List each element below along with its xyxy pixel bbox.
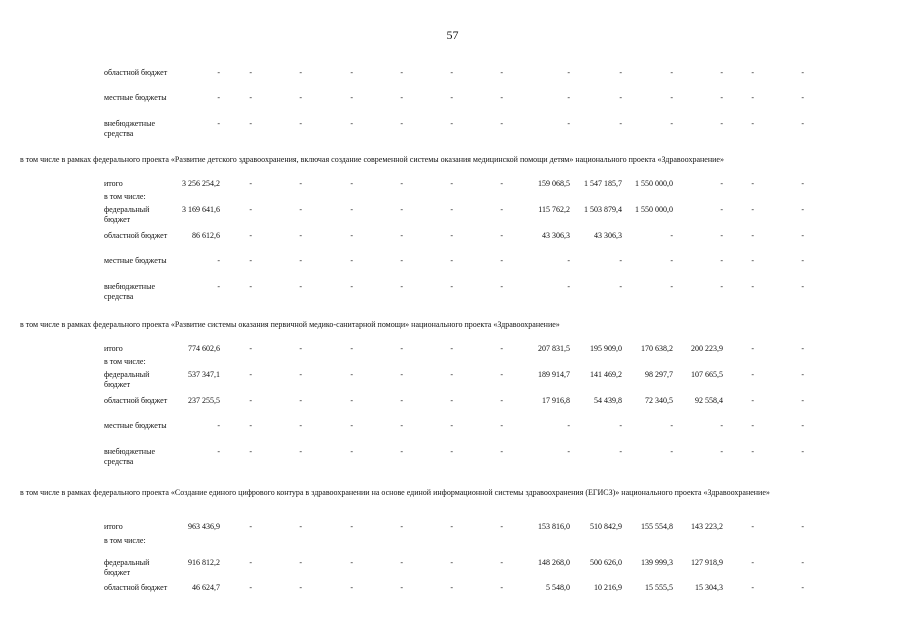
value-cell: - xyxy=(567,68,570,77)
value-cell: - xyxy=(299,558,302,567)
value-cell: - xyxy=(751,205,754,214)
value-cell: 115 762,2 xyxy=(538,205,570,214)
value-cell: - xyxy=(500,179,503,188)
value-cell: 155 554,8 xyxy=(641,522,673,531)
row-label: местные бюджеты xyxy=(104,93,167,102)
value-cell: - xyxy=(249,583,252,592)
row-label: итого xyxy=(104,179,123,188)
value-cell: - xyxy=(400,282,403,291)
value-cell: - xyxy=(450,119,453,128)
total-cell: - xyxy=(217,68,220,77)
row-label: в том числе: xyxy=(104,536,146,545)
row-label: местные бюджеты xyxy=(104,421,167,430)
value-cell: 207 831,5 xyxy=(538,344,570,353)
table-row xyxy=(0,231,905,253)
value-cell: - xyxy=(249,522,252,531)
value-cell: 200 223,9 xyxy=(691,344,723,353)
row-label: областной бюджет xyxy=(104,231,168,240)
value-cell: - xyxy=(567,282,570,291)
value-cell: - xyxy=(400,93,403,102)
value-cell: - xyxy=(249,396,252,405)
section-title: в том числе в рамках федерального проекта «Развитие системы оказания первичной медико-санитарной помощи» национального проекта «Здравоохранение» xyxy=(20,320,560,329)
value-cell: - xyxy=(801,447,804,456)
value-cell: - xyxy=(801,179,804,188)
value-cell: - xyxy=(350,282,353,291)
value-cell: - xyxy=(801,421,804,430)
value-cell: - xyxy=(299,421,302,430)
value-cell: - xyxy=(500,447,503,456)
value-cell: 1 550 000,0 xyxy=(635,205,673,214)
value-cell: - xyxy=(670,93,673,102)
value-cell: 189 914,7 xyxy=(538,370,570,379)
value-cell: - xyxy=(400,558,403,567)
value-cell: - xyxy=(450,256,453,265)
value-cell: 139 999,3 xyxy=(641,558,673,567)
value-cell: - xyxy=(400,522,403,531)
value-cell: 5 548,0 xyxy=(546,583,570,592)
value-cell: - xyxy=(619,447,622,456)
row-label: внебюджетные средства xyxy=(104,282,155,301)
value-cell: - xyxy=(567,421,570,430)
value-cell: - xyxy=(500,205,503,214)
value-cell: - xyxy=(400,256,403,265)
row-label: итого xyxy=(104,522,123,531)
value-cell: 17 916,8 xyxy=(542,396,570,405)
value-cell: - xyxy=(670,119,673,128)
value-cell: - xyxy=(350,396,353,405)
value-cell: - xyxy=(350,558,353,567)
value-cell: - xyxy=(670,68,673,77)
value-cell: - xyxy=(299,583,302,592)
value-cell: - xyxy=(249,370,252,379)
value-cell: - xyxy=(567,447,570,456)
value-cell: - xyxy=(400,205,403,214)
value-cell: - xyxy=(670,282,673,291)
value-cell: 159 068,5 xyxy=(538,179,570,188)
value-cell: - xyxy=(751,179,754,188)
table-row xyxy=(0,583,905,605)
table-row xyxy=(0,205,905,227)
value-cell: 15 555,5 xyxy=(645,583,673,592)
value-cell: - xyxy=(249,256,252,265)
value-cell: - xyxy=(400,179,403,188)
section-title: в том числе в рамках федерального проекта «Создание единого цифрового контура в здравоохранении на основе единой информационной системы здравоохранения (ЕГИСЗ)» национального проекта «Здравоохранение» xyxy=(20,488,770,497)
value-cell: - xyxy=(720,68,723,77)
value-cell: - xyxy=(619,68,622,77)
value-cell: - xyxy=(751,119,754,128)
total-cell: - xyxy=(217,447,220,456)
value-cell: - xyxy=(400,231,403,240)
value-cell: - xyxy=(450,558,453,567)
value-cell: - xyxy=(299,344,302,353)
value-cell: - xyxy=(249,344,252,353)
value-cell: - xyxy=(801,522,804,531)
value-cell: - xyxy=(670,231,673,240)
value-cell: - xyxy=(450,583,453,592)
value-cell: 43 306,3 xyxy=(542,231,570,240)
value-cell: - xyxy=(249,68,252,77)
total-cell: - xyxy=(217,93,220,102)
value-cell: - xyxy=(350,583,353,592)
value-cell: - xyxy=(751,522,754,531)
total-cell: - xyxy=(217,282,220,291)
value-cell: - xyxy=(500,231,503,240)
value-cell: - xyxy=(500,119,503,128)
row-label: федеральный бюджет xyxy=(104,370,150,389)
value-cell: - xyxy=(619,282,622,291)
value-cell: - xyxy=(400,396,403,405)
value-cell: 143 223,2 xyxy=(691,522,723,531)
value-cell: - xyxy=(619,119,622,128)
value-cell: - xyxy=(720,231,723,240)
value-cell: - xyxy=(450,522,453,531)
value-cell: 195 909,0 xyxy=(590,344,622,353)
value-cell: - xyxy=(670,421,673,430)
total-cell: 537 347,1 xyxy=(188,370,220,379)
value-cell: - xyxy=(450,68,453,77)
value-cell: - xyxy=(450,447,453,456)
total-cell: 3 256 254,2 xyxy=(182,179,220,188)
value-cell: - xyxy=(720,421,723,430)
row-label: внебюджетные средства xyxy=(104,119,155,138)
value-cell: - xyxy=(350,231,353,240)
value-cell: - xyxy=(801,68,804,77)
total-cell: 86 612,6 xyxy=(192,231,220,240)
value-cell: - xyxy=(751,447,754,456)
value-cell: 510 842,9 xyxy=(590,522,622,531)
table-row xyxy=(0,119,905,141)
value-cell: - xyxy=(400,68,403,77)
total-cell: 237 255,5 xyxy=(188,396,220,405)
table-row xyxy=(0,536,905,558)
value-cell: - xyxy=(350,68,353,77)
value-cell: - xyxy=(751,344,754,353)
value-cell: - xyxy=(751,421,754,430)
value-cell: - xyxy=(249,205,252,214)
value-cell: - xyxy=(500,583,503,592)
table-row xyxy=(0,282,905,304)
value-cell: 10 216,9 xyxy=(594,583,622,592)
row-label: областной бюджет xyxy=(104,583,168,592)
value-cell: - xyxy=(500,93,503,102)
value-cell: - xyxy=(720,179,723,188)
value-cell: - xyxy=(567,256,570,265)
value-cell: 500 626,0 xyxy=(590,558,622,567)
value-cell: - xyxy=(299,447,302,456)
value-cell: - xyxy=(500,68,503,77)
value-cell: - xyxy=(400,370,403,379)
value-cell: 98 297,7 xyxy=(645,370,673,379)
value-cell: - xyxy=(751,231,754,240)
value-cell: - xyxy=(751,68,754,77)
value-cell: - xyxy=(720,282,723,291)
row-label: областной бюджет xyxy=(104,396,168,405)
value-cell: - xyxy=(400,421,403,430)
value-cell: - xyxy=(751,282,754,291)
value-cell: - xyxy=(350,447,353,456)
value-cell: - xyxy=(500,396,503,405)
value-cell: - xyxy=(350,119,353,128)
value-cell: - xyxy=(500,370,503,379)
value-cell: - xyxy=(801,396,804,405)
total-cell: 3 169 641,6 xyxy=(182,205,220,214)
value-cell: - xyxy=(249,421,252,430)
table-row xyxy=(0,447,905,469)
value-cell: - xyxy=(751,558,754,567)
value-cell: 153 816,0 xyxy=(538,522,570,531)
value-cell: - xyxy=(249,179,252,188)
value-cell: - xyxy=(500,522,503,531)
value-cell: - xyxy=(450,396,453,405)
value-cell: 141 469,2 xyxy=(590,370,622,379)
value-cell: - xyxy=(567,93,570,102)
table-row xyxy=(0,396,905,418)
value-cell: - xyxy=(450,421,453,430)
value-cell: - xyxy=(299,256,302,265)
value-cell: - xyxy=(299,522,302,531)
value-cell: - xyxy=(801,344,804,353)
total-cell: 963 436,9 xyxy=(188,522,220,531)
value-cell: - xyxy=(299,231,302,240)
value-cell: - xyxy=(350,256,353,265)
value-cell: - xyxy=(350,205,353,214)
value-cell: - xyxy=(350,522,353,531)
value-cell: - xyxy=(350,370,353,379)
value-cell: - xyxy=(450,205,453,214)
table-row xyxy=(0,68,905,90)
total-cell: - xyxy=(217,256,220,265)
value-cell: 1 550 000,0 xyxy=(635,179,673,188)
value-cell: - xyxy=(801,558,804,567)
value-cell: - xyxy=(720,447,723,456)
value-cell: - xyxy=(751,583,754,592)
value-cell: - xyxy=(400,119,403,128)
value-cell: - xyxy=(801,231,804,240)
row-label: в том числе: xyxy=(104,357,146,366)
value-cell: - xyxy=(720,119,723,128)
value-cell: - xyxy=(720,93,723,102)
value-cell: - xyxy=(450,231,453,240)
row-label: федеральный бюджет xyxy=(104,205,150,224)
value-cell: - xyxy=(801,583,804,592)
value-cell: 72 340,5 xyxy=(645,396,673,405)
value-cell: - xyxy=(249,231,252,240)
value-cell: - xyxy=(249,282,252,291)
value-cell: - xyxy=(249,558,252,567)
value-cell: - xyxy=(299,396,302,405)
value-cell: - xyxy=(751,256,754,265)
value-cell: - xyxy=(400,344,403,353)
value-cell: - xyxy=(350,93,353,102)
total-cell: 916 812,2 xyxy=(188,558,220,567)
value-cell: 1 503 879,4 xyxy=(584,205,622,214)
row-label: местные бюджеты xyxy=(104,256,167,265)
value-cell: - xyxy=(720,256,723,265)
value-cell: - xyxy=(450,93,453,102)
table-row xyxy=(0,421,905,443)
row-label: внебюджетные средства xyxy=(104,447,155,466)
row-label: федеральный бюджет xyxy=(104,558,150,577)
value-cell: - xyxy=(299,119,302,128)
row-label: в том числе: xyxy=(104,192,146,201)
total-cell: - xyxy=(217,421,220,430)
table-row xyxy=(0,370,905,392)
value-cell: - xyxy=(751,396,754,405)
value-cell: 127 918,9 xyxy=(691,558,723,567)
value-cell: - xyxy=(299,68,302,77)
table-row xyxy=(0,256,905,278)
value-cell: - xyxy=(299,179,302,188)
value-cell: - xyxy=(801,282,804,291)
value-cell: - xyxy=(299,370,302,379)
value-cell: - xyxy=(801,205,804,214)
value-cell: - xyxy=(619,421,622,430)
value-cell: - xyxy=(670,256,673,265)
value-cell: - xyxy=(350,179,353,188)
value-cell: 148 268,0 xyxy=(538,558,570,567)
value-cell: - xyxy=(500,256,503,265)
value-cell: - xyxy=(299,282,302,291)
value-cell: 54 439,8 xyxy=(594,396,622,405)
total-cell: 774 602,6 xyxy=(188,344,220,353)
value-cell: - xyxy=(619,256,622,265)
table-row xyxy=(0,558,905,580)
value-cell: - xyxy=(500,558,503,567)
value-cell: - xyxy=(751,370,754,379)
value-cell: 43 306,3 xyxy=(594,231,622,240)
value-cell: - xyxy=(751,93,754,102)
value-cell: - xyxy=(350,421,353,430)
value-cell: - xyxy=(450,179,453,188)
value-cell: - xyxy=(299,205,302,214)
page-number: 57 xyxy=(446,28,459,42)
value-cell: - xyxy=(619,93,622,102)
value-cell: 92 558,4 xyxy=(695,396,723,405)
value-cell: 170 638,2 xyxy=(641,344,673,353)
value-cell: - xyxy=(500,421,503,430)
value-cell: - xyxy=(500,282,503,291)
table-row xyxy=(0,93,905,115)
value-cell: - xyxy=(400,583,403,592)
value-cell: - xyxy=(299,93,302,102)
total-cell: 46 624,7 xyxy=(192,583,220,592)
value-cell: - xyxy=(567,119,570,128)
row-label: областной бюджет xyxy=(104,68,168,77)
section-title: в том числе в рамках федерального проекта «Развитие детского здравоохранения, включая создание современной системы оказания медицинской помощи детям» национального проекта «Здравоохранение» xyxy=(20,155,724,164)
value-cell: - xyxy=(801,256,804,265)
value-cell: - xyxy=(350,344,353,353)
value-cell: - xyxy=(450,344,453,353)
value-cell: - xyxy=(249,119,252,128)
value-cell: - xyxy=(801,370,804,379)
row-label: итого xyxy=(104,344,123,353)
value-cell: 1 547 185,7 xyxy=(584,179,622,188)
value-cell: - xyxy=(400,447,403,456)
value-cell: - xyxy=(450,282,453,291)
value-cell: - xyxy=(720,205,723,214)
value-cell: - xyxy=(670,447,673,456)
value-cell: - xyxy=(801,119,804,128)
value-cell: - xyxy=(450,370,453,379)
value-cell: - xyxy=(801,93,804,102)
value-cell: - xyxy=(500,344,503,353)
total-cell: - xyxy=(217,119,220,128)
value-cell: - xyxy=(249,447,252,456)
value-cell: - xyxy=(249,93,252,102)
value-cell: 107 665,5 xyxy=(691,370,723,379)
value-cell: 15 304,3 xyxy=(695,583,723,592)
